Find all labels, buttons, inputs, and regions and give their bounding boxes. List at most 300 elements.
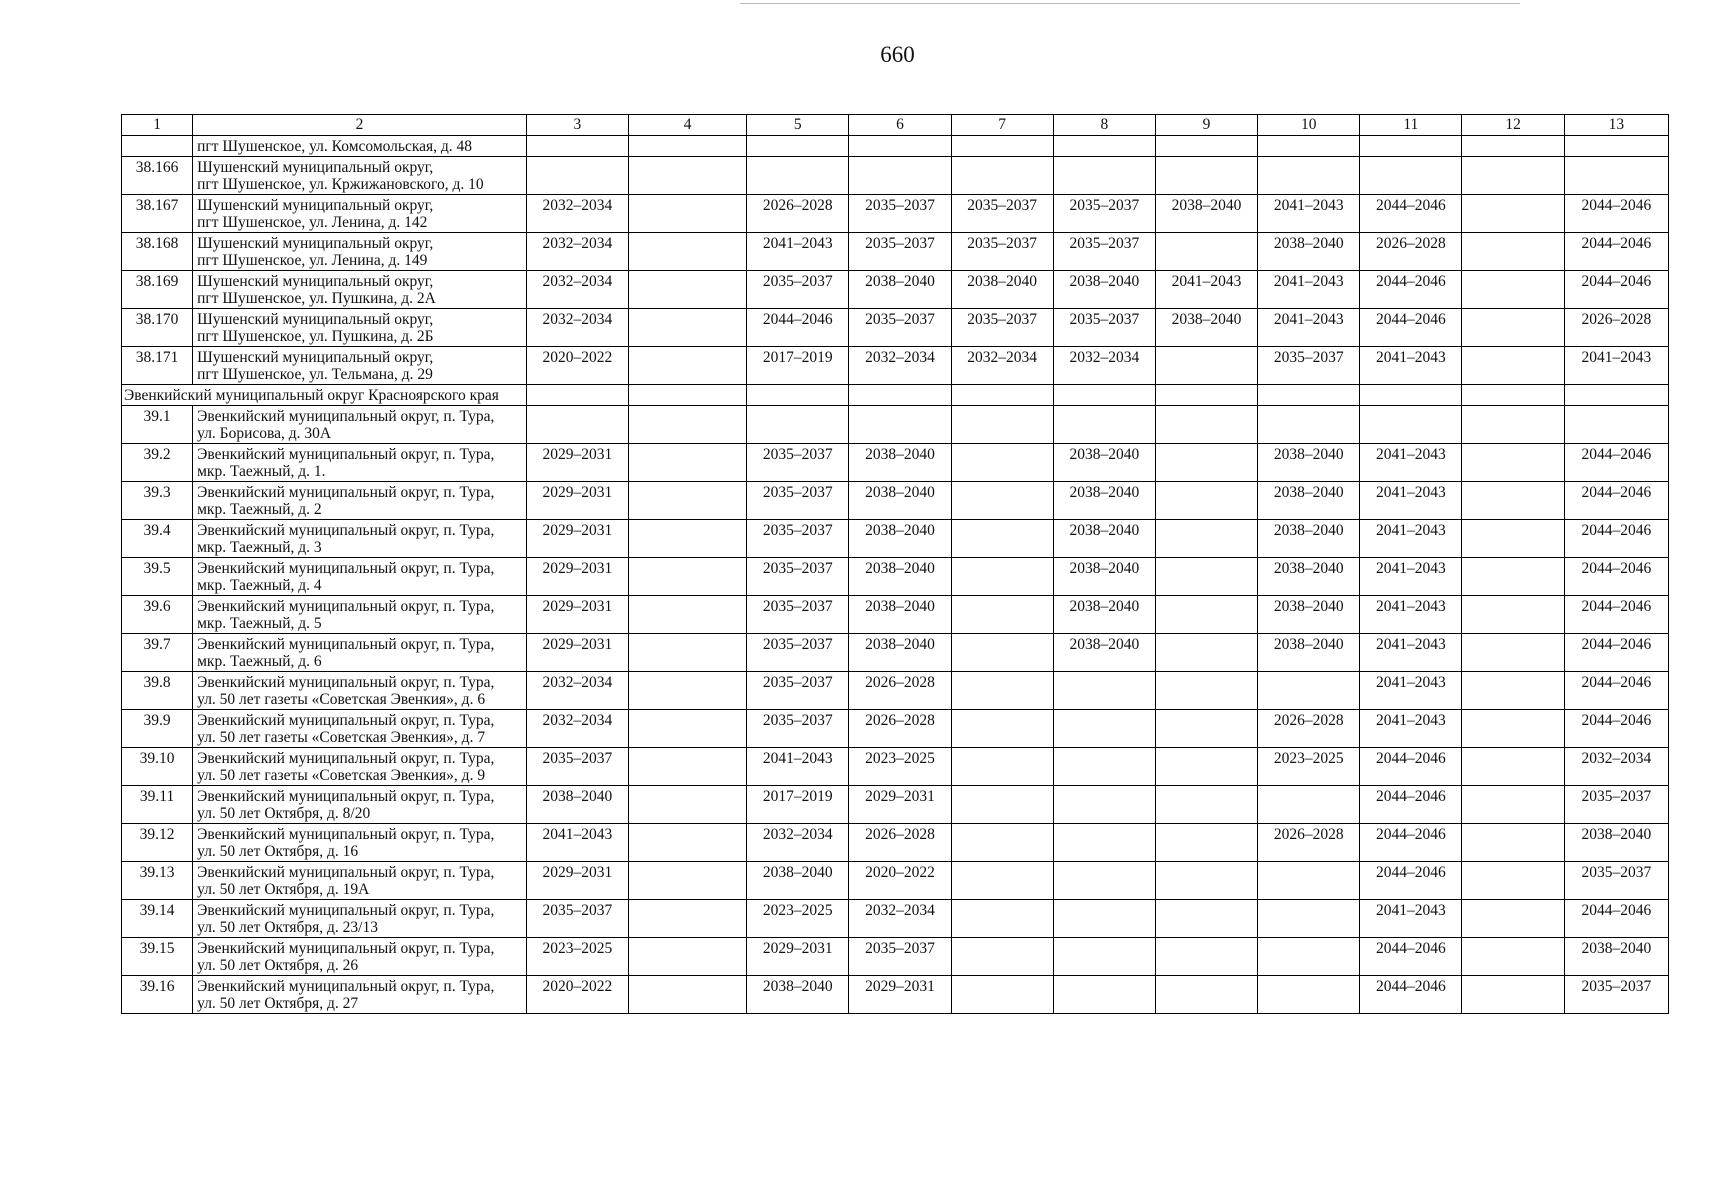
table-row <box>122 195 1669 233</box>
period-cell: 2026–2028 <box>1258 710 1360 748</box>
period-cell: 2035–2037 <box>1053 195 1155 233</box>
period-cell: 2029–2031 <box>526 596 628 634</box>
period-cell: 2041–2043 <box>1258 271 1360 309</box>
table-row <box>122 157 1669 195</box>
scan-top-rule <box>740 3 1520 4</box>
period-cell <box>1053 862 1155 900</box>
period-cell: 2038–2040 <box>1155 309 1257 347</box>
period-cell <box>628 406 746 444</box>
period-cell: 2017–2019 <box>747 347 849 385</box>
period-cell <box>1155 748 1257 786</box>
period-cell <box>1053 938 1155 976</box>
column-header-13: 13 <box>1564 115 1668 136</box>
period-cell <box>1462 596 1564 634</box>
address-cell: Эвенкийский муниципальный округ, п. Тура, ул. 50 лет газеты «Советская Эвенкия», д. 6 <box>193 672 527 710</box>
period-cell <box>1564 406 1668 444</box>
period-cell: 2032–2034 <box>526 672 628 710</box>
period-cell: 2035–2037 <box>951 195 1053 233</box>
period-cell: 2044–2046 <box>1564 634 1668 672</box>
section-row <box>122 385 1669 406</box>
period-cell <box>951 976 1053 1014</box>
address-cell: Эвенкийский муниципальный округ, п. Тура, мкр. Таежный, д. 1. <box>193 444 527 482</box>
period-cell: 2041–2043 <box>1360 634 1462 672</box>
period-cell <box>1258 786 1360 824</box>
period-cell: 2038–2040 <box>1053 596 1155 634</box>
period-cell: 2038–2040 <box>1258 482 1360 520</box>
period-cell: 2044–2046 <box>1360 824 1462 862</box>
period-cell: 2038–2040 <box>1155 195 1257 233</box>
address-cell: Шушенский муниципальный округ, пгт Шушенское, ул. Ленина, д. 149 <box>193 233 527 271</box>
period-cell <box>628 558 746 596</box>
period-cell <box>1462 786 1564 824</box>
table-row <box>122 347 1669 385</box>
table-row <box>122 900 1669 938</box>
period-cell: 2035–2037 <box>747 271 849 309</box>
period-cell <box>1258 900 1360 938</box>
period-cell <box>1155 900 1257 938</box>
period-cell <box>951 938 1053 976</box>
period-cell <box>951 558 1053 596</box>
period-cell <box>628 786 746 824</box>
period-cell <box>1462 710 1564 748</box>
period-cell: 2035–2037 <box>951 233 1053 271</box>
period-cell: 2029–2031 <box>526 558 628 596</box>
period-cell <box>1155 347 1257 385</box>
table-cell <box>1564 385 1668 406</box>
period-cell <box>1155 976 1257 1014</box>
period-cell <box>628 862 746 900</box>
period-cell: 2038–2040 <box>1053 634 1155 672</box>
period-cell <box>1462 900 1564 938</box>
period-cell: 2038–2040 <box>1258 520 1360 558</box>
table-row <box>122 786 1669 824</box>
period-cell <box>1462 976 1564 1014</box>
period-cell <box>1155 710 1257 748</box>
address-cell: Эвенкийский муниципальный округ, п. Тура, ул. 50 лет газеты «Советская Эвенкия», д. 9 <box>193 748 527 786</box>
address-cell: Эвенкийский муниципальный округ, п. Тура, мкр. Таежный, д. 3 <box>193 520 527 558</box>
period-cell <box>1258 136 1360 157</box>
period-cell: 2044–2046 <box>1360 862 1462 900</box>
period-cell: 2029–2031 <box>526 520 628 558</box>
table-row <box>122 710 1669 748</box>
period-cell: 2044–2046 <box>1564 271 1668 309</box>
period-cell: 2017–2019 <box>747 786 849 824</box>
header-row <box>122 115 1669 136</box>
period-cell <box>1155 157 1257 195</box>
period-cell <box>1155 862 1257 900</box>
period-cell <box>628 824 746 862</box>
column-header-11: 11 <box>1360 115 1462 136</box>
table-cell <box>1360 385 1462 406</box>
column-header-5: 5 <box>747 115 849 136</box>
period-cell: 2041–2043 <box>1258 309 1360 347</box>
period-cell: 2035–2037 <box>526 748 628 786</box>
period-cell <box>1155 233 1257 271</box>
row-number <box>122 136 193 157</box>
period-cell: 2035–2037 <box>747 482 849 520</box>
period-cell: 2041–2043 <box>747 233 849 271</box>
table-row <box>122 558 1669 596</box>
table-row <box>122 748 1669 786</box>
period-cell <box>951 786 1053 824</box>
period-cell <box>628 444 746 482</box>
period-cell: 2044–2046 <box>1564 482 1668 520</box>
period-cell: 2029–2031 <box>849 976 951 1014</box>
period-cell: 2041–2043 <box>1360 347 1462 385</box>
period-cell: 2044–2046 <box>1564 900 1668 938</box>
period-cell <box>1462 233 1564 271</box>
row-number: 38.171 <box>122 347 193 385</box>
period-cell: 2041–2043 <box>1564 347 1668 385</box>
section-title: Эвенкийский муниципальный округ Красноярского края <box>122 385 527 406</box>
period-cell <box>1462 157 1564 195</box>
address-cell: Эвенкийский муниципальный округ, п. Тура, мкр. Таежный, д. 4 <box>193 558 527 596</box>
address-cell: Шушенский муниципальный округ, пгт Шушенское, ул. Пушкина, д. 2Б <box>193 309 527 347</box>
period-cell: 2038–2040 <box>1564 938 1668 976</box>
period-cell <box>1258 672 1360 710</box>
period-cell <box>1258 862 1360 900</box>
period-cell: 2020–2022 <box>526 976 628 1014</box>
period-cell <box>1053 900 1155 938</box>
period-cell: 2038–2040 <box>1053 271 1155 309</box>
table-row <box>122 672 1669 710</box>
period-cell: 2038–2040 <box>1258 444 1360 482</box>
period-cell <box>747 157 849 195</box>
period-cell: 2041–2043 <box>1360 558 1462 596</box>
period-cell: 2023–2025 <box>526 938 628 976</box>
table-row <box>122 938 1669 976</box>
row-number: 39.15 <box>122 938 193 976</box>
period-cell: 2035–2037 <box>951 309 1053 347</box>
period-cell <box>1462 672 1564 710</box>
period-cell: 2038–2040 <box>849 271 951 309</box>
table-cell <box>849 385 951 406</box>
period-cell <box>1360 406 1462 444</box>
period-cell: 2032–2034 <box>1053 347 1155 385</box>
address-cell: Эвенкийский муниципальный округ, п. Тура, ул. 50 лет Октября, д. 8/20 <box>193 786 527 824</box>
address-cell: Шушенский муниципальный округ, пгт Шушенское, ул. Кржижановского, д. 10 <box>193 157 527 195</box>
row-number: 39.6 <box>122 596 193 634</box>
column-header-8: 8 <box>1053 115 1155 136</box>
period-cell <box>1155 136 1257 157</box>
period-cell <box>628 710 746 748</box>
page-number: 660 <box>880 42 915 67</box>
period-cell: 2044–2046 <box>1564 710 1668 748</box>
period-cell: 2035–2037 <box>747 672 849 710</box>
period-cell <box>1053 976 1155 1014</box>
table-cell <box>628 385 746 406</box>
period-cell <box>1053 136 1155 157</box>
table-header <box>122 115 1669 136</box>
period-cell: 2044–2046 <box>1564 558 1668 596</box>
table-row <box>122 976 1669 1014</box>
row-number: 38.166 <box>122 157 193 195</box>
period-cell <box>849 157 951 195</box>
period-cell <box>1360 136 1462 157</box>
period-cell: 2032–2034 <box>526 309 628 347</box>
period-cell <box>849 136 951 157</box>
period-cell <box>951 596 1053 634</box>
address-cell: Шушенский муниципальный округ, пгт Шушенское, ул. Пушкина, д. 2А <box>193 271 527 309</box>
row-number: 39.16 <box>122 976 193 1014</box>
period-cell: 2044–2046 <box>1564 195 1668 233</box>
period-cell <box>1155 406 1257 444</box>
period-cell: 2023–2025 <box>849 748 951 786</box>
table-cell <box>526 385 628 406</box>
table-row <box>122 862 1669 900</box>
period-cell: 2035–2037 <box>526 900 628 938</box>
period-cell <box>628 938 746 976</box>
table-row <box>122 406 1669 444</box>
period-cell: 2038–2040 <box>849 596 951 634</box>
period-cell <box>1155 938 1257 976</box>
row-number: 39.9 <box>122 710 193 748</box>
period-cell <box>1258 157 1360 195</box>
period-cell <box>628 195 746 233</box>
period-cell: 2044–2046 <box>1360 976 1462 1014</box>
address-cell: Эвенкийский муниципальный округ, п. Тура, ул. 50 лет Октября, д. 26 <box>193 938 527 976</box>
period-cell <box>526 157 628 195</box>
period-cell: 2035–2037 <box>849 938 951 976</box>
period-cell <box>747 406 849 444</box>
row-number: 39.11 <box>122 786 193 824</box>
table-row <box>122 634 1669 672</box>
column-header-3: 3 <box>526 115 628 136</box>
period-cell: 2029–2031 <box>747 938 849 976</box>
address-cell: Эвенкийский муниципальный округ, п. Тура, ул. 50 лет газеты «Советская Эвенкия», д. 7 <box>193 710 527 748</box>
period-cell: 2029–2031 <box>526 444 628 482</box>
period-cell <box>1155 482 1257 520</box>
period-cell: 2029–2031 <box>849 786 951 824</box>
period-cell: 2032–2034 <box>526 195 628 233</box>
period-cell: 2038–2040 <box>849 444 951 482</box>
period-cell: 2038–2040 <box>1053 558 1155 596</box>
period-cell: 2041–2043 <box>1258 195 1360 233</box>
address-cell: Эвенкийский муниципальный округ, п. Тура, ул. 50 лет Октября, д. 16 <box>193 824 527 862</box>
schedule-table <box>121 114 1669 1014</box>
period-cell <box>1053 672 1155 710</box>
address-cell: Эвенкийский муниципальный округ, п. Тура, ул. Борисова, д. 30А <box>193 406 527 444</box>
period-cell: 2038–2040 <box>849 634 951 672</box>
period-cell: 2032–2034 <box>526 271 628 309</box>
period-cell <box>951 862 1053 900</box>
row-number: 38.168 <box>122 233 193 271</box>
address-cell: Эвенкийский муниципальный округ, п. Тура, ул. 50 лет Октября, д. 19А <box>193 862 527 900</box>
table-cell <box>1258 385 1360 406</box>
period-cell: 2038–2040 <box>849 520 951 558</box>
period-cell: 2026–2028 <box>1564 309 1668 347</box>
period-cell: 2038–2040 <box>1258 634 1360 672</box>
period-cell: 2041–2043 <box>1360 900 1462 938</box>
table-row <box>122 233 1669 271</box>
period-cell <box>628 347 746 385</box>
period-cell <box>849 406 951 444</box>
row-number: 39.5 <box>122 558 193 596</box>
period-cell <box>628 672 746 710</box>
period-cell <box>1053 824 1155 862</box>
period-cell <box>1155 558 1257 596</box>
table-body <box>122 136 1669 1014</box>
table-row <box>122 309 1669 347</box>
period-cell: 2044–2046 <box>1360 309 1462 347</box>
row-number: 39.8 <box>122 672 193 710</box>
period-cell: 2035–2037 <box>1564 976 1668 1014</box>
period-cell: 2044–2046 <box>1360 195 1462 233</box>
period-cell <box>1462 136 1564 157</box>
period-cell <box>526 406 628 444</box>
period-cell <box>1462 862 1564 900</box>
period-cell <box>951 406 1053 444</box>
period-cell <box>628 900 746 938</box>
row-number: 39.10 <box>122 748 193 786</box>
period-cell: 2044–2046 <box>1564 596 1668 634</box>
table-cell <box>1155 385 1257 406</box>
period-cell <box>1462 347 1564 385</box>
period-cell <box>1564 136 1668 157</box>
period-cell: 2035–2037 <box>1053 233 1155 271</box>
period-cell: 2038–2040 <box>1053 482 1155 520</box>
address-cell: Эвенкийский муниципальный округ, п. Тура, ул. 50 лет Октября, д. 27 <box>193 976 527 1014</box>
period-cell <box>1155 444 1257 482</box>
period-cell: 2041–2043 <box>1360 482 1462 520</box>
period-cell: 2041–2043 <box>1360 672 1462 710</box>
period-cell: 2038–2040 <box>747 862 849 900</box>
period-cell: 2035–2037 <box>849 309 951 347</box>
period-cell <box>628 748 746 786</box>
period-cell: 2038–2040 <box>1053 520 1155 558</box>
column-header-12: 12 <box>1462 115 1564 136</box>
period-cell: 2041–2043 <box>1155 271 1257 309</box>
period-cell <box>526 136 628 157</box>
period-cell <box>951 710 1053 748</box>
address-cell: Эвенкийский муниципальный округ, п. Тура, мкр. Таежный, д. 2 <box>193 482 527 520</box>
period-cell: 2044–2046 <box>1360 786 1462 824</box>
period-cell <box>1462 558 1564 596</box>
period-cell: 2038–2040 <box>747 976 849 1014</box>
table-row <box>122 824 1669 862</box>
period-cell <box>951 824 1053 862</box>
table-row <box>122 596 1669 634</box>
period-cell: 2020–2022 <box>526 347 628 385</box>
period-cell <box>951 136 1053 157</box>
period-cell <box>1462 748 1564 786</box>
column-header-6: 6 <box>849 115 951 136</box>
period-cell: 2044–2046 <box>747 309 849 347</box>
period-cell: 2035–2037 <box>849 195 951 233</box>
address-cell: Эвенкийский муниципальный округ, п. Тура, ул. 50 лет Октября, д. 23/13 <box>193 900 527 938</box>
address-cell: Шушенский муниципальный округ, пгт Шушенское, ул. Ленина, д. 142 <box>193 195 527 233</box>
period-cell: 2035–2037 <box>1258 347 1360 385</box>
period-cell <box>628 520 746 558</box>
period-cell <box>628 482 746 520</box>
period-cell <box>951 634 1053 672</box>
period-cell <box>1564 157 1668 195</box>
period-cell: 2035–2037 <box>849 233 951 271</box>
period-cell: 2029–2031 <box>526 482 628 520</box>
period-cell: 2026–2028 <box>1258 824 1360 862</box>
row-number: 39.4 <box>122 520 193 558</box>
period-cell: 2038–2040 <box>1258 558 1360 596</box>
period-cell <box>628 976 746 1014</box>
period-cell <box>1462 824 1564 862</box>
period-cell: 2041–2043 <box>526 824 628 862</box>
period-cell <box>628 233 746 271</box>
period-cell: 2038–2040 <box>526 786 628 824</box>
period-cell: 2044–2046 <box>1564 672 1668 710</box>
row-number: 39.3 <box>122 482 193 520</box>
table-cell <box>1462 385 1564 406</box>
period-cell: 2026–2028 <box>1360 233 1462 271</box>
period-cell <box>1258 938 1360 976</box>
column-header-2: 2 <box>193 115 527 136</box>
row-number: 38.169 <box>122 271 193 309</box>
period-cell: 2044–2046 <box>1360 271 1462 309</box>
period-cell: 2035–2037 <box>747 634 849 672</box>
period-cell <box>951 672 1053 710</box>
period-cell <box>951 900 1053 938</box>
period-cell: 2026–2028 <box>849 824 951 862</box>
period-cell <box>1462 406 1564 444</box>
period-cell <box>1462 309 1564 347</box>
period-cell <box>1462 520 1564 558</box>
period-cell <box>1462 444 1564 482</box>
period-cell: 2035–2037 <box>747 444 849 482</box>
period-cell: 2038–2040 <box>1564 824 1668 862</box>
period-cell <box>951 444 1053 482</box>
row-number: 38.167 <box>122 195 193 233</box>
period-cell: 2032–2034 <box>849 347 951 385</box>
period-cell <box>1053 710 1155 748</box>
row-number: 39.13 <box>122 862 193 900</box>
row-number: 38.170 <box>122 309 193 347</box>
period-cell: 2035–2037 <box>747 596 849 634</box>
period-cell <box>628 309 746 347</box>
table-cell <box>1053 385 1155 406</box>
table-cell <box>951 385 1053 406</box>
period-cell: 2026–2028 <box>747 195 849 233</box>
period-cell: 2035–2037 <box>747 558 849 596</box>
period-cell <box>1053 786 1155 824</box>
period-cell: 2035–2037 <box>1564 862 1668 900</box>
table-row <box>122 136 1669 157</box>
table-row <box>122 520 1669 558</box>
period-cell: 2035–2037 <box>747 520 849 558</box>
column-header-10: 10 <box>1258 115 1360 136</box>
address-cell: Эвенкийский муниципальный округ, п. Тура, мкр. Таежный, д. 5 <box>193 596 527 634</box>
period-cell: 2041–2043 <box>1360 520 1462 558</box>
row-number: 39.7 <box>122 634 193 672</box>
period-cell: 2032–2034 <box>747 824 849 862</box>
period-cell: 2041–2043 <box>1360 710 1462 748</box>
period-cell <box>1360 157 1462 195</box>
period-cell: 2032–2034 <box>1564 748 1668 786</box>
period-cell: 2029–2031 <box>526 862 628 900</box>
row-number: 39.1 <box>122 406 193 444</box>
row-number: 39.2 <box>122 444 193 482</box>
period-cell: 2035–2037 <box>747 710 849 748</box>
period-cell <box>1155 786 1257 824</box>
period-cell <box>1155 596 1257 634</box>
period-cell <box>628 596 746 634</box>
period-cell <box>1462 482 1564 520</box>
period-cell <box>1053 406 1155 444</box>
period-cell: 2038–2040 <box>1258 233 1360 271</box>
period-cell <box>1462 271 1564 309</box>
period-cell <box>628 271 746 309</box>
period-cell <box>1053 748 1155 786</box>
period-cell: 2029–2031 <box>526 634 628 672</box>
period-cell: 2032–2034 <box>849 900 951 938</box>
